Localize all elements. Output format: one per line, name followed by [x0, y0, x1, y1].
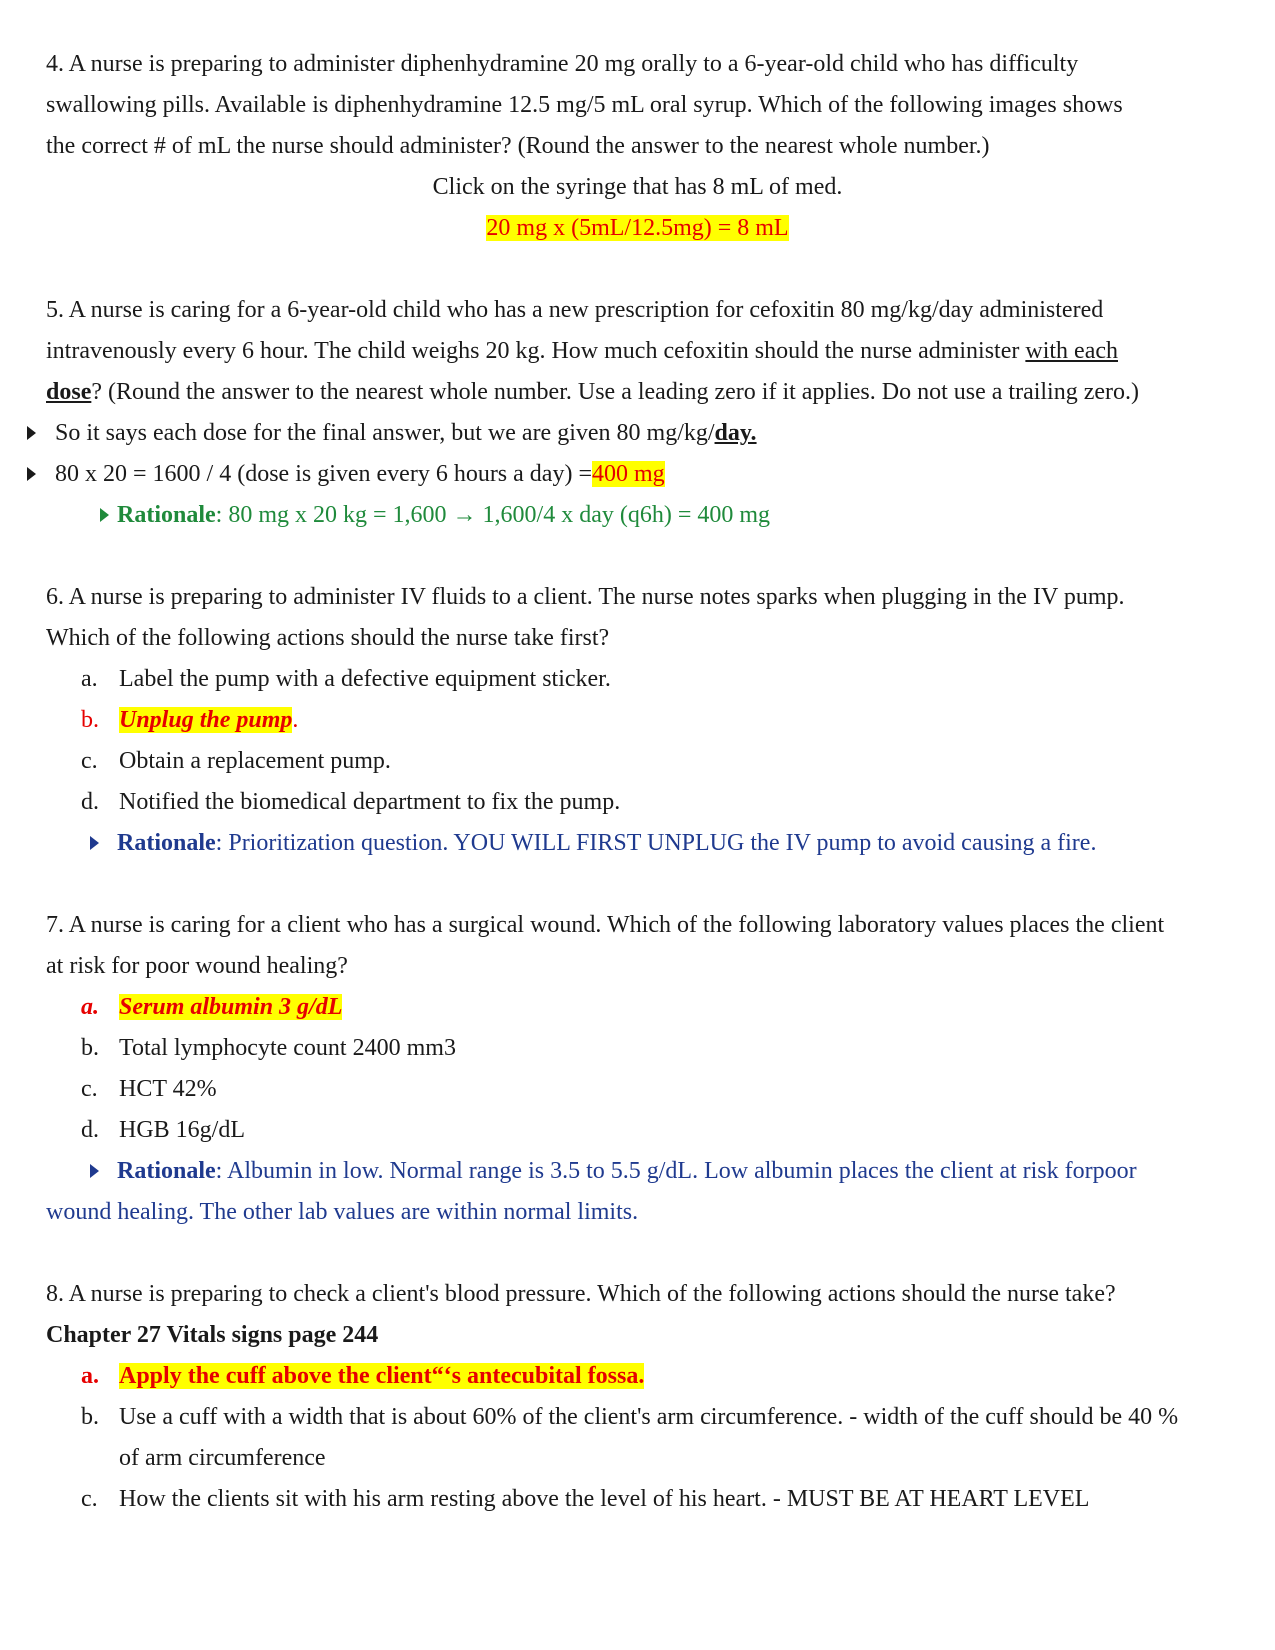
q7-option-c [81, 1074, 217, 1104]
option-text: Total lymphocyte count 2400 mm3 [119, 1035, 456, 1061]
q7-rationale [117, 1156, 1137, 1186]
bullet-arrow-icon [27, 426, 36, 440]
option-letter: a. [81, 994, 99, 1020]
q4-calculation: 20 mg x (5mL/12.5mg) = 8 mL [486, 215, 789, 241]
q8-chapter-reference: Chapter 27 Vitals signs page 244 [46, 1322, 379, 1348]
option-text: HCT 42% [119, 1076, 217, 1102]
q5-bullet1-day: day. [714, 420, 757, 446]
q7-rationale-line2: wound healing. The other lab values are within normal limits. [46, 1199, 639, 1225]
q8-option-c [81, 1484, 1089, 1514]
q7-line1: 7. A nurse is caring for a client who has a surgical wound. Which of the following laboratory values places the client [46, 912, 1165, 938]
q8-line1: 8. A nurse is preparing to check a client's blood pressure. Which of the following actions should the nurse take? [46, 1281, 1116, 1307]
rationale-arrow-icon [90, 836, 99, 850]
option-text: Notified the biomedical department to fix the pump. [119, 789, 621, 815]
q6-option-b [81, 705, 298, 735]
q6-correct-answer: Unplug the pump [119, 707, 293, 733]
q7-option-a [81, 992, 342, 1022]
option-letter: b. [81, 1035, 99, 1061]
q6-option-a [81, 664, 611, 694]
q5-line2-underlined: with each [1025, 338, 1118, 364]
bullet-arrow-icon [27, 467, 36, 481]
q4-instruction: Click on the syringe that has 8 mL of med. [432, 174, 843, 200]
q6-rationale-text: : Prioritization question. YOU WILL FIRST UNPLUG the IV pump to avoid causing a fire. [215, 830, 1097, 856]
option-letter: d. [81, 789, 99, 815]
q8-option-b-continued: of arm circumference [119, 1445, 326, 1471]
option-letter: a. [81, 1363, 99, 1389]
option-letter: c. [81, 1486, 98, 1512]
q5-line2-text: intravenously every 6 hour. The child weighs 20 kg. How much cefoxitin should the nurse administer [46, 338, 1026, 364]
option-letter: b. [81, 1404, 99, 1430]
q5-rationale-text: : 80 mg x 20 kg = 1,600 → 1,600/4 x day (q6h) = 400 mg [215, 502, 771, 528]
option-text: Label the pump with a defective equipment sticker. [119, 666, 611, 692]
option-text: Obtain a replacement pump. [119, 748, 391, 774]
q5-rationale-label: Rationale [117, 502, 216, 528]
option-letter: c. [81, 1076, 98, 1102]
q8-correct-answer: Apply the cuff above the client“‘s antecubital fossa. [119, 1363, 645, 1389]
q7-rationale-text: : Albumin in low. Normal range is 3.5 to 5.5 g/dL. Low albumin places the client at risk forpoor [215, 1158, 1137, 1184]
q4-line2: swallowing pills. Available is diphenhydramine 12.5 mg/5 mL oral syrup. Which of the following images shows [46, 92, 1123, 118]
q5-rationale [117, 500, 770, 530]
q4-line1: 4. A nurse is preparing to administer diphenhydramine 20 mg orally to a 6-year-old child who has difficulty [46, 51, 1079, 77]
option-letter: b. [81, 707, 99, 733]
q5-answer-highlight: 400 mg [591, 461, 665, 487]
q6-option-d [81, 787, 620, 817]
q5-line3-text: ? (Round the answer to the nearest whole number. Use a leading zero if it applies. Do not use a trailing zero.) [91, 379, 1140, 405]
q6-line1: 6. A nurse is preparing to administer IV fluids to a client. The nurse notes sparks when plugging in the IV pump. [46, 584, 1125, 610]
q8-option-a [81, 1361, 644, 1391]
rationale-arrow-icon [100, 508, 109, 522]
option-letter: d. [81, 1117, 99, 1143]
q4-calc-line [0, 213, 1275, 243]
q7-option-b [81, 1033, 456, 1063]
q4-line3: the correct # of mL the nurse should administer? (Round the answer to the nearest whole number.) [46, 133, 990, 159]
q7-correct-answer: Serum albumin 3 g/dL [119, 994, 343, 1020]
q5-line2 [46, 336, 1118, 366]
q6-rationale-label: Rationale [117, 830, 216, 856]
q7-line2: at risk for poor wound healing? [46, 953, 348, 979]
q5-bullet2-text: 80 x 20 = 1600 / 4 (dose is given every 6 hours a day) = [55, 461, 592, 487]
option-letter: c. [81, 748, 98, 774]
option-text: How the clients sit with his arm resting above the level of his heart. - MUST BE AT HEART LEVEL [119, 1486, 1090, 1512]
q6-rationale [117, 828, 1096, 858]
q6-line2: Which of the following actions should the nurse take first? [46, 625, 610, 651]
q5-bullet1-text: So it says each dose for the final answer, but we are given 80 mg/kg/ [55, 420, 715, 446]
q6-option-c [81, 746, 391, 776]
q7-rationale-label: Rationale [117, 1158, 216, 1184]
q5-line1: 5. A nurse is caring for a 6-year-old child who has a new prescription for cefoxitin 80 mg/kg/day administered [46, 297, 1104, 323]
q7-option-d [81, 1115, 245, 1145]
option-text: HGB 16g/dL [119, 1117, 245, 1143]
q8-option-b [81, 1402, 1178, 1432]
option-letter: a. [81, 666, 98, 692]
option-period: . [292, 707, 299, 733]
q5-bullet2 [55, 459, 665, 489]
q5-line3 [46, 377, 1139, 407]
option-text: Use a cuff with a width that is about 60% of the client's arm circumference. - width of the cuff should be 40 % [119, 1404, 1179, 1430]
q5-bullet1 [55, 418, 757, 448]
rationale-arrow-icon [90, 1164, 99, 1178]
q5-dose-emphasis: dose [46, 379, 92, 405]
